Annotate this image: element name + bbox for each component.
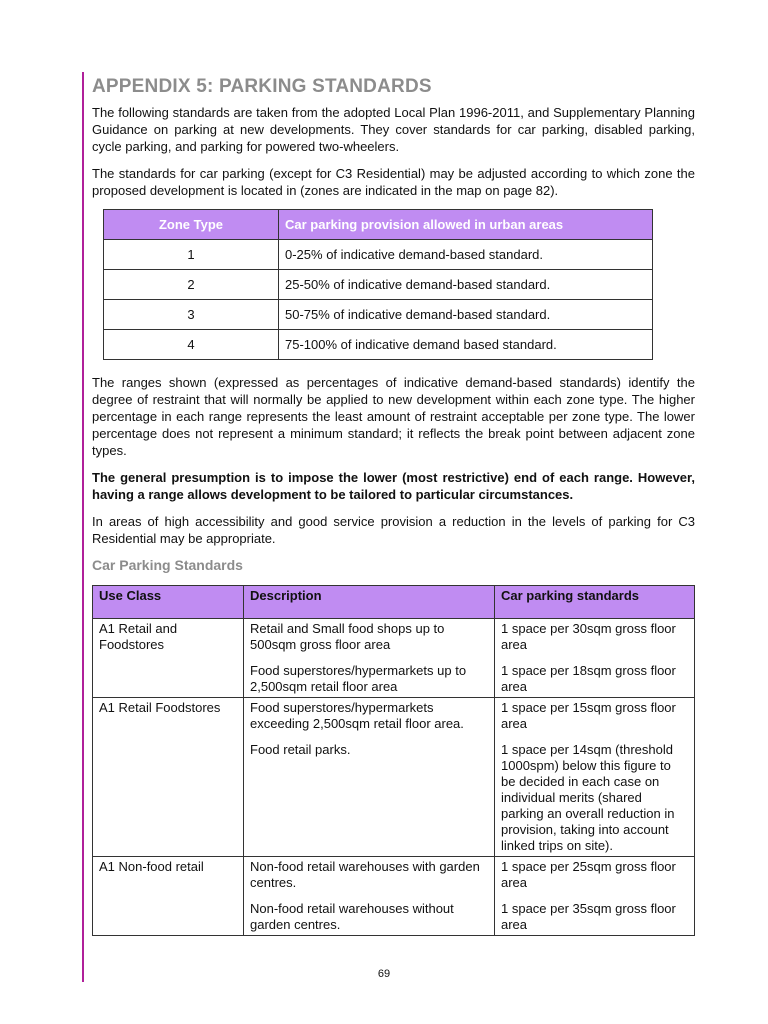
use-class-cell: A1 Non-food retail	[93, 857, 244, 936]
provision-cell: 0-25% of indicative demand-based standard.	[279, 240, 653, 270]
description-entry: Food retail parks.	[250, 742, 351, 757]
standard-entry: 1 space per 35sqm gross floor area	[501, 901, 676, 932]
provision-header: Car parking provision allowed in urban areas	[279, 210, 653, 240]
table-row	[104, 330, 653, 360]
parking-table-header-row	[93, 586, 695, 619]
zone-type-cell: 1	[104, 240, 279, 270]
standards-cell	[495, 619, 695, 698]
zone-type-cell: 3	[104, 300, 279, 330]
standard-entry: 1 space per 15sqm gross floor area	[501, 700, 676, 731]
zone-type-cell: 2	[104, 270, 279, 300]
zones-intro-paragraph: The standards for car parking (except for C3 Residential) may be adjusted according to which zone the proposed development is located in (zones are indicated in the map on page 82).	[92, 166, 695, 198]
page-number: 69	[377, 968, 391, 980]
parking-standards-table	[92, 585, 695, 936]
description-cell	[244, 857, 495, 936]
provision-cell: 75-100% of indicative demand based standard.	[279, 330, 653, 360]
standard-entry: 1 space per 30sqm gross floor area	[501, 621, 676, 652]
accessibility-paragraph: In areas of high accessibility and good service provision a reduction in the levels of parking for C3 Residential may be appropriate.	[92, 514, 695, 546]
table-row	[104, 300, 653, 330]
use-class-cell: A1 Retail Foodstores	[93, 698, 244, 857]
table-row	[93, 857, 695, 936]
description-cell	[244, 619, 495, 698]
table-row	[93, 619, 695, 698]
description-cell	[244, 698, 495, 857]
standards-cell	[495, 698, 695, 857]
standard-entry: 1 space per 14sqm (threshold 1000spm) below this figure to be decided in each case on individual merits (shared parking an overall reduction in provision, taking into account linked trips on site).	[501, 742, 675, 853]
standard-entry: 1 space per 25sqm gross floor area	[501, 859, 676, 890]
description-entry: Non-food retail warehouses without garden centres.	[250, 901, 454, 932]
page-margin-line	[82, 72, 84, 982]
page-title: APPENDIX 5: PARKING STANDARDS	[92, 76, 432, 97]
provision-cell: 25-50% of indicative demand-based standard.	[279, 270, 653, 300]
intro-paragraph: The following standards are taken from the adopted Local Plan 1996-2011, and Supplementary Planning Guidance on parking at new developments. They cover standards for car parking, disabled parking, cycle parking, and parking for powered two-wheelers.	[92, 105, 695, 154]
provision-cell: 50-75% of indicative demand-based standard.	[279, 300, 653, 330]
zone-table-header-row	[104, 210, 653, 240]
description-header: Description	[244, 586, 495, 619]
description-entry: Retail and Small food shops up to 500sqm gross floor area	[250, 621, 445, 652]
table-row	[104, 240, 653, 270]
standard-entry: 1 space per 18sqm gross floor area	[501, 663, 676, 694]
zone-type-header: Zone Type	[104, 210, 279, 240]
table-row	[104, 270, 653, 300]
description-entry: Non-food retail warehouses with garden centres.	[250, 859, 480, 890]
standards-cell	[495, 857, 695, 936]
table-row	[93, 698, 695, 857]
zone-table	[103, 209, 653, 360]
presumption-paragraph: The general presumption is to impose the lower (most restrictive) end of each range. However, having a range allows development to be tailored to particular circumstances.	[92, 470, 695, 502]
ranges-paragraph: The ranges shown (expressed as percentages of indicative demand-based standards) identify the degree of restraint that will normally be applied to new development within each zone type. The higher percentage in each range represents the least amount of restraint acceptable per zone type. The lower percentage does not represent a minimum standard; it reflects the break point between adjacent zone types.	[92, 375, 695, 458]
description-entry: Food superstores/hypermarkets exceeding 2,500sqm retail floor area.	[250, 700, 464, 731]
page-content	[92, 76, 695, 936]
car-parking-subheading: Car Parking Standards	[92, 557, 243, 573]
standards-header: Car parking standards	[495, 586, 695, 619]
description-entry: Food superstores/hypermarkets up to 2,500sqm retail floor area	[250, 663, 467, 694]
use-class-header: Use Class	[93, 586, 244, 619]
zone-type-cell: 4	[104, 330, 279, 360]
use-class-cell: A1 Retail and Foodstores	[93, 619, 244, 698]
